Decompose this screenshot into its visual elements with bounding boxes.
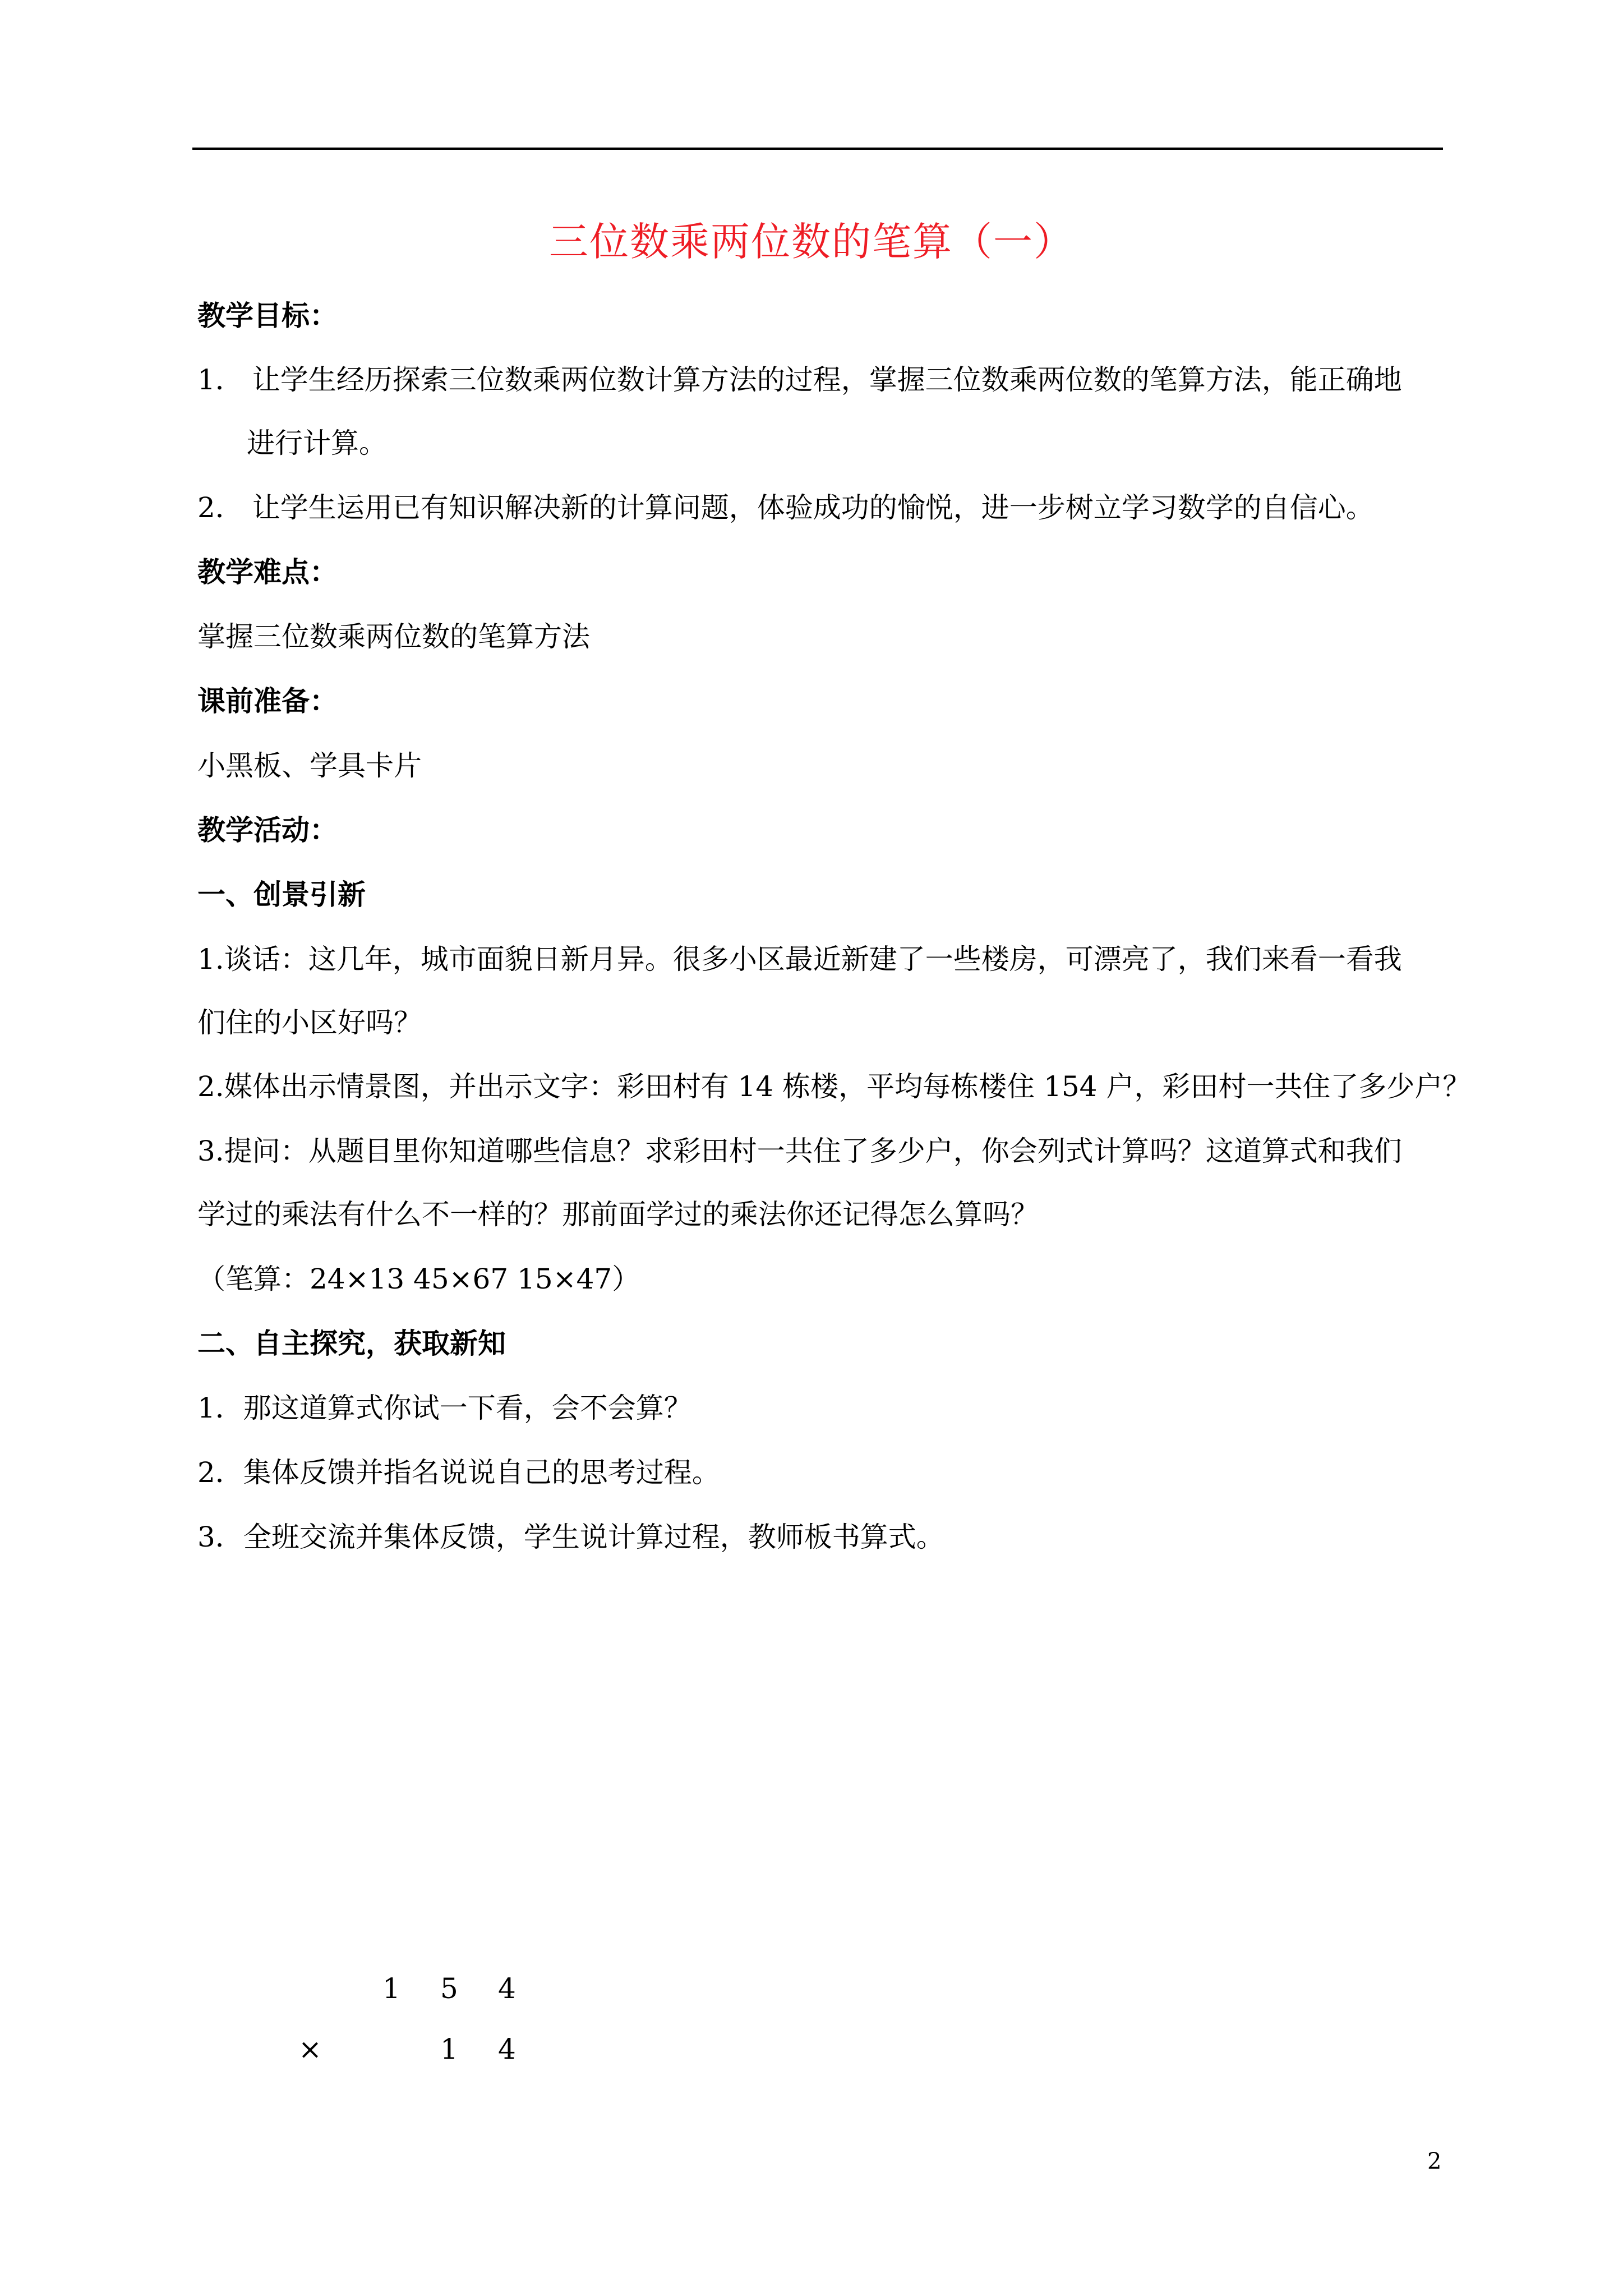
- question-1: 1．那这道算式你试一下看，会不会算？: [197, 1392, 692, 1424]
- page-number: 2: [1427, 2148, 1442, 2174]
- part-1-heading: 一、创景引新: [197, 878, 366, 911]
- difficulty-text: 掌握三位数乘两位数的笔算方法: [197, 620, 590, 653]
- header-rule: [192, 148, 1443, 150]
- calc-digit: 1: [440, 2033, 458, 2065]
- multiply-sign: ×: [298, 2033, 322, 2065]
- paragraph-1-line-2: 们住的小区好吗？: [197, 1006, 422, 1039]
- calc-digit: 4: [498, 2033, 516, 2065]
- goal-1-line-1: 1． 让学生经历探索三位数乘两位数计算方法的过程，掌握三位数乘两位数的笔算方法，能正确地: [197, 364, 1402, 396]
- prep-text: 小黑板、学具卡片: [197, 749, 422, 782]
- calc-digit: 4: [498, 1972, 516, 2005]
- prep-heading: 课前准备：: [197, 684, 338, 717]
- practice-problems: （笔算：24×13 45×67 15×47）: [197, 1263, 640, 1295]
- question-2: 2．集体反馈并指名说说自己的思考过程。: [197, 1456, 720, 1489]
- calc-digit: 1: [382, 1972, 400, 2005]
- goal-2: 2． 让学生运用已有知识解决新的计算问题，体验成功的愉悦，进一步树立学习数学的自信心。: [197, 491, 1374, 524]
- part-2-heading: 二、自主探究，获取新知: [197, 1327, 506, 1360]
- paragraph-3-line-2: 学过的乘法有什么不一样的？那前面学过的乘法你还记得怎么算吗？: [197, 1198, 1039, 1231]
- calc-digit: 5: [440, 1972, 458, 2005]
- paragraph-2: 2.媒体出示情景图，并出示文字：彩田村有 14 栋楼，平均每栋楼住 154 户，彩田村一共住了多少户？: [197, 1070, 1471, 1103]
- goals-heading: 教学目标：: [197, 299, 338, 332]
- page-title: 三位数乘两位数的笔算（一）: [549, 219, 1074, 265]
- paragraph-1-line-1: 1.谈话：这几年，城市面貌日新月异。很多小区最近新建了一些楼房，可漂亮了，我们来看一看我: [197, 943, 1402, 976]
- activity-heading: 教学活动：: [197, 813, 338, 846]
- goal-1-line-2: 进行计算。: [247, 427, 387, 459]
- paragraph-3-line-1: 3.提问：从题目里你知道哪些信息？求彩田村一共住了多少户，你会列式计算吗？这道算式和我们: [197, 1135, 1402, 1167]
- difficulty-heading: 教学难点：: [197, 555, 338, 588]
- question-3: 3．全班交流并集体反馈，学生说计算过程，教师板书算式。: [197, 1521, 944, 1553]
